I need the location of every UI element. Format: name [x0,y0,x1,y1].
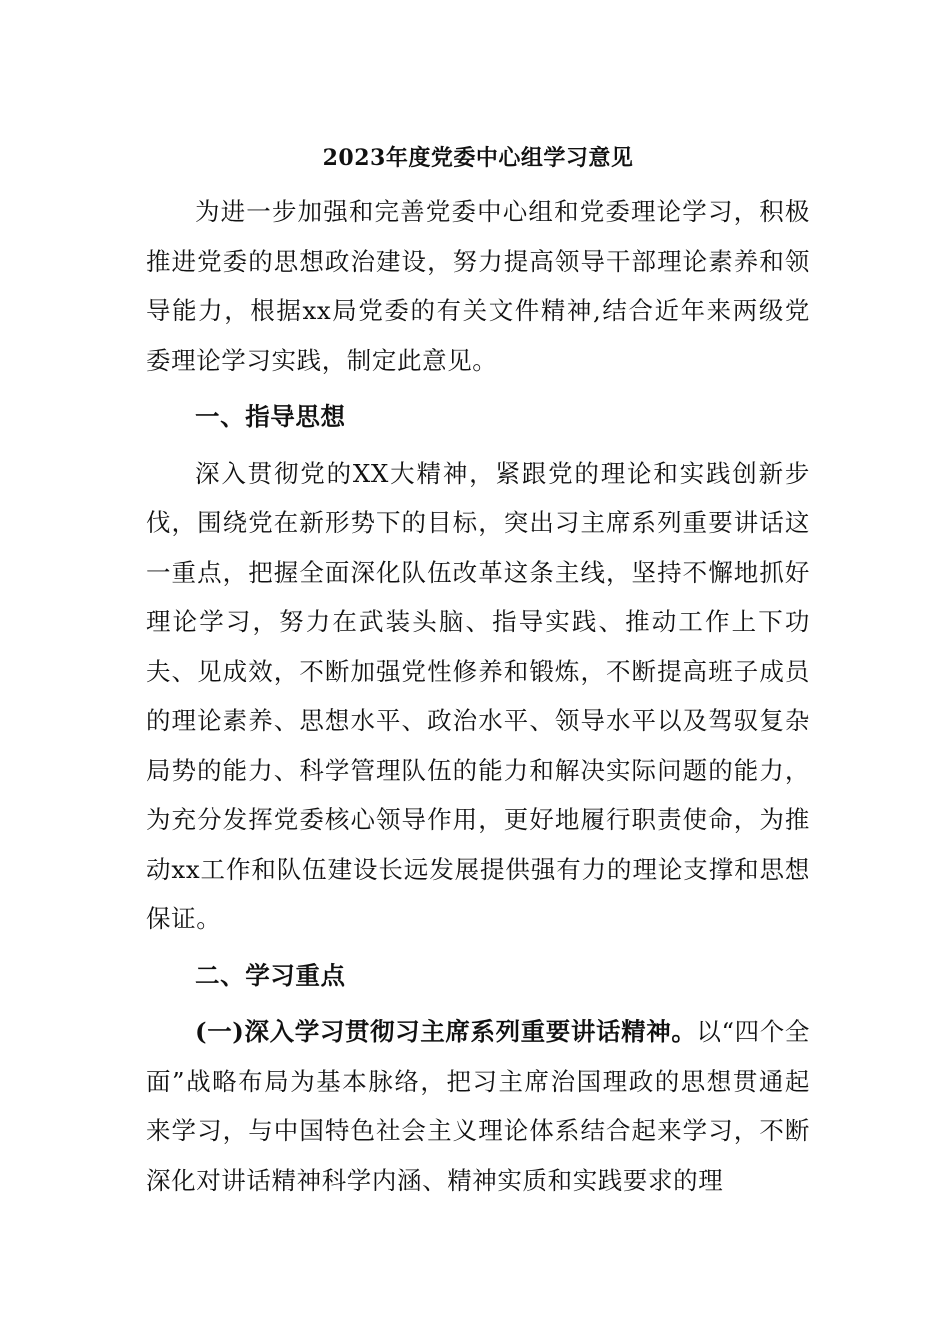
study-focus-item-1-body: 以“四个全面”战略布局为基本脉络，把习主席治国理政的思想贯通起来学习，与中国特色社会主义理论体系结合起来学习，不断深化对讲话精神科学内涵、精神实质和实践要求的理 [146,1017,810,1195]
study-focus-item-1-lead: (一)深入学习贯彻习主席系列重要讲话精神。 [195,1017,697,1046]
section-heading-guiding-ideology: 一、指导思想 [195,402,346,431]
document-body [146,138,810,1205]
study-focus-item-1 [146,1007,810,1205]
guiding-ideology-paragraph: 深入贯彻党的XX大精神，紧跟党的理论和实践创新步伐，围绕党在新形势下的目标，突出习主席系列重要讲话这一重点，把握全面深化队伍改革这条主线，坚持不懈地抓好理论学习，努力在武装头脑、指导实践、推动工作上下功夫、见成效，不断加强党性修养和锻炼，不断提高班子成员的理论素养、思想水平、政治水平、领导水平以及驾驭复杂局势的能力、科学管理队伍的能力和解决实际问题的能力，为充分发挥党委核心领导作用，更好地履行职责使命，为推动xx工作和队伍建设长远发展提供强有力的理论支撑和思想保证。 [146,458,810,933]
intro-paragraph: 为进一步加强和完善党委中心组和党委理论学习，积极推进党委的思想政治建设，努力提高领导干部理论素养和领导能力，根据xx局党委的有关文件精神,结合近年来两级党委理论学习实践，制定此意见。 [146,197,810,375]
document-title: 2023年度党委中心组学习意见 [322,145,634,171]
section-heading-study-focus: 二、学习重点 [195,960,346,990]
